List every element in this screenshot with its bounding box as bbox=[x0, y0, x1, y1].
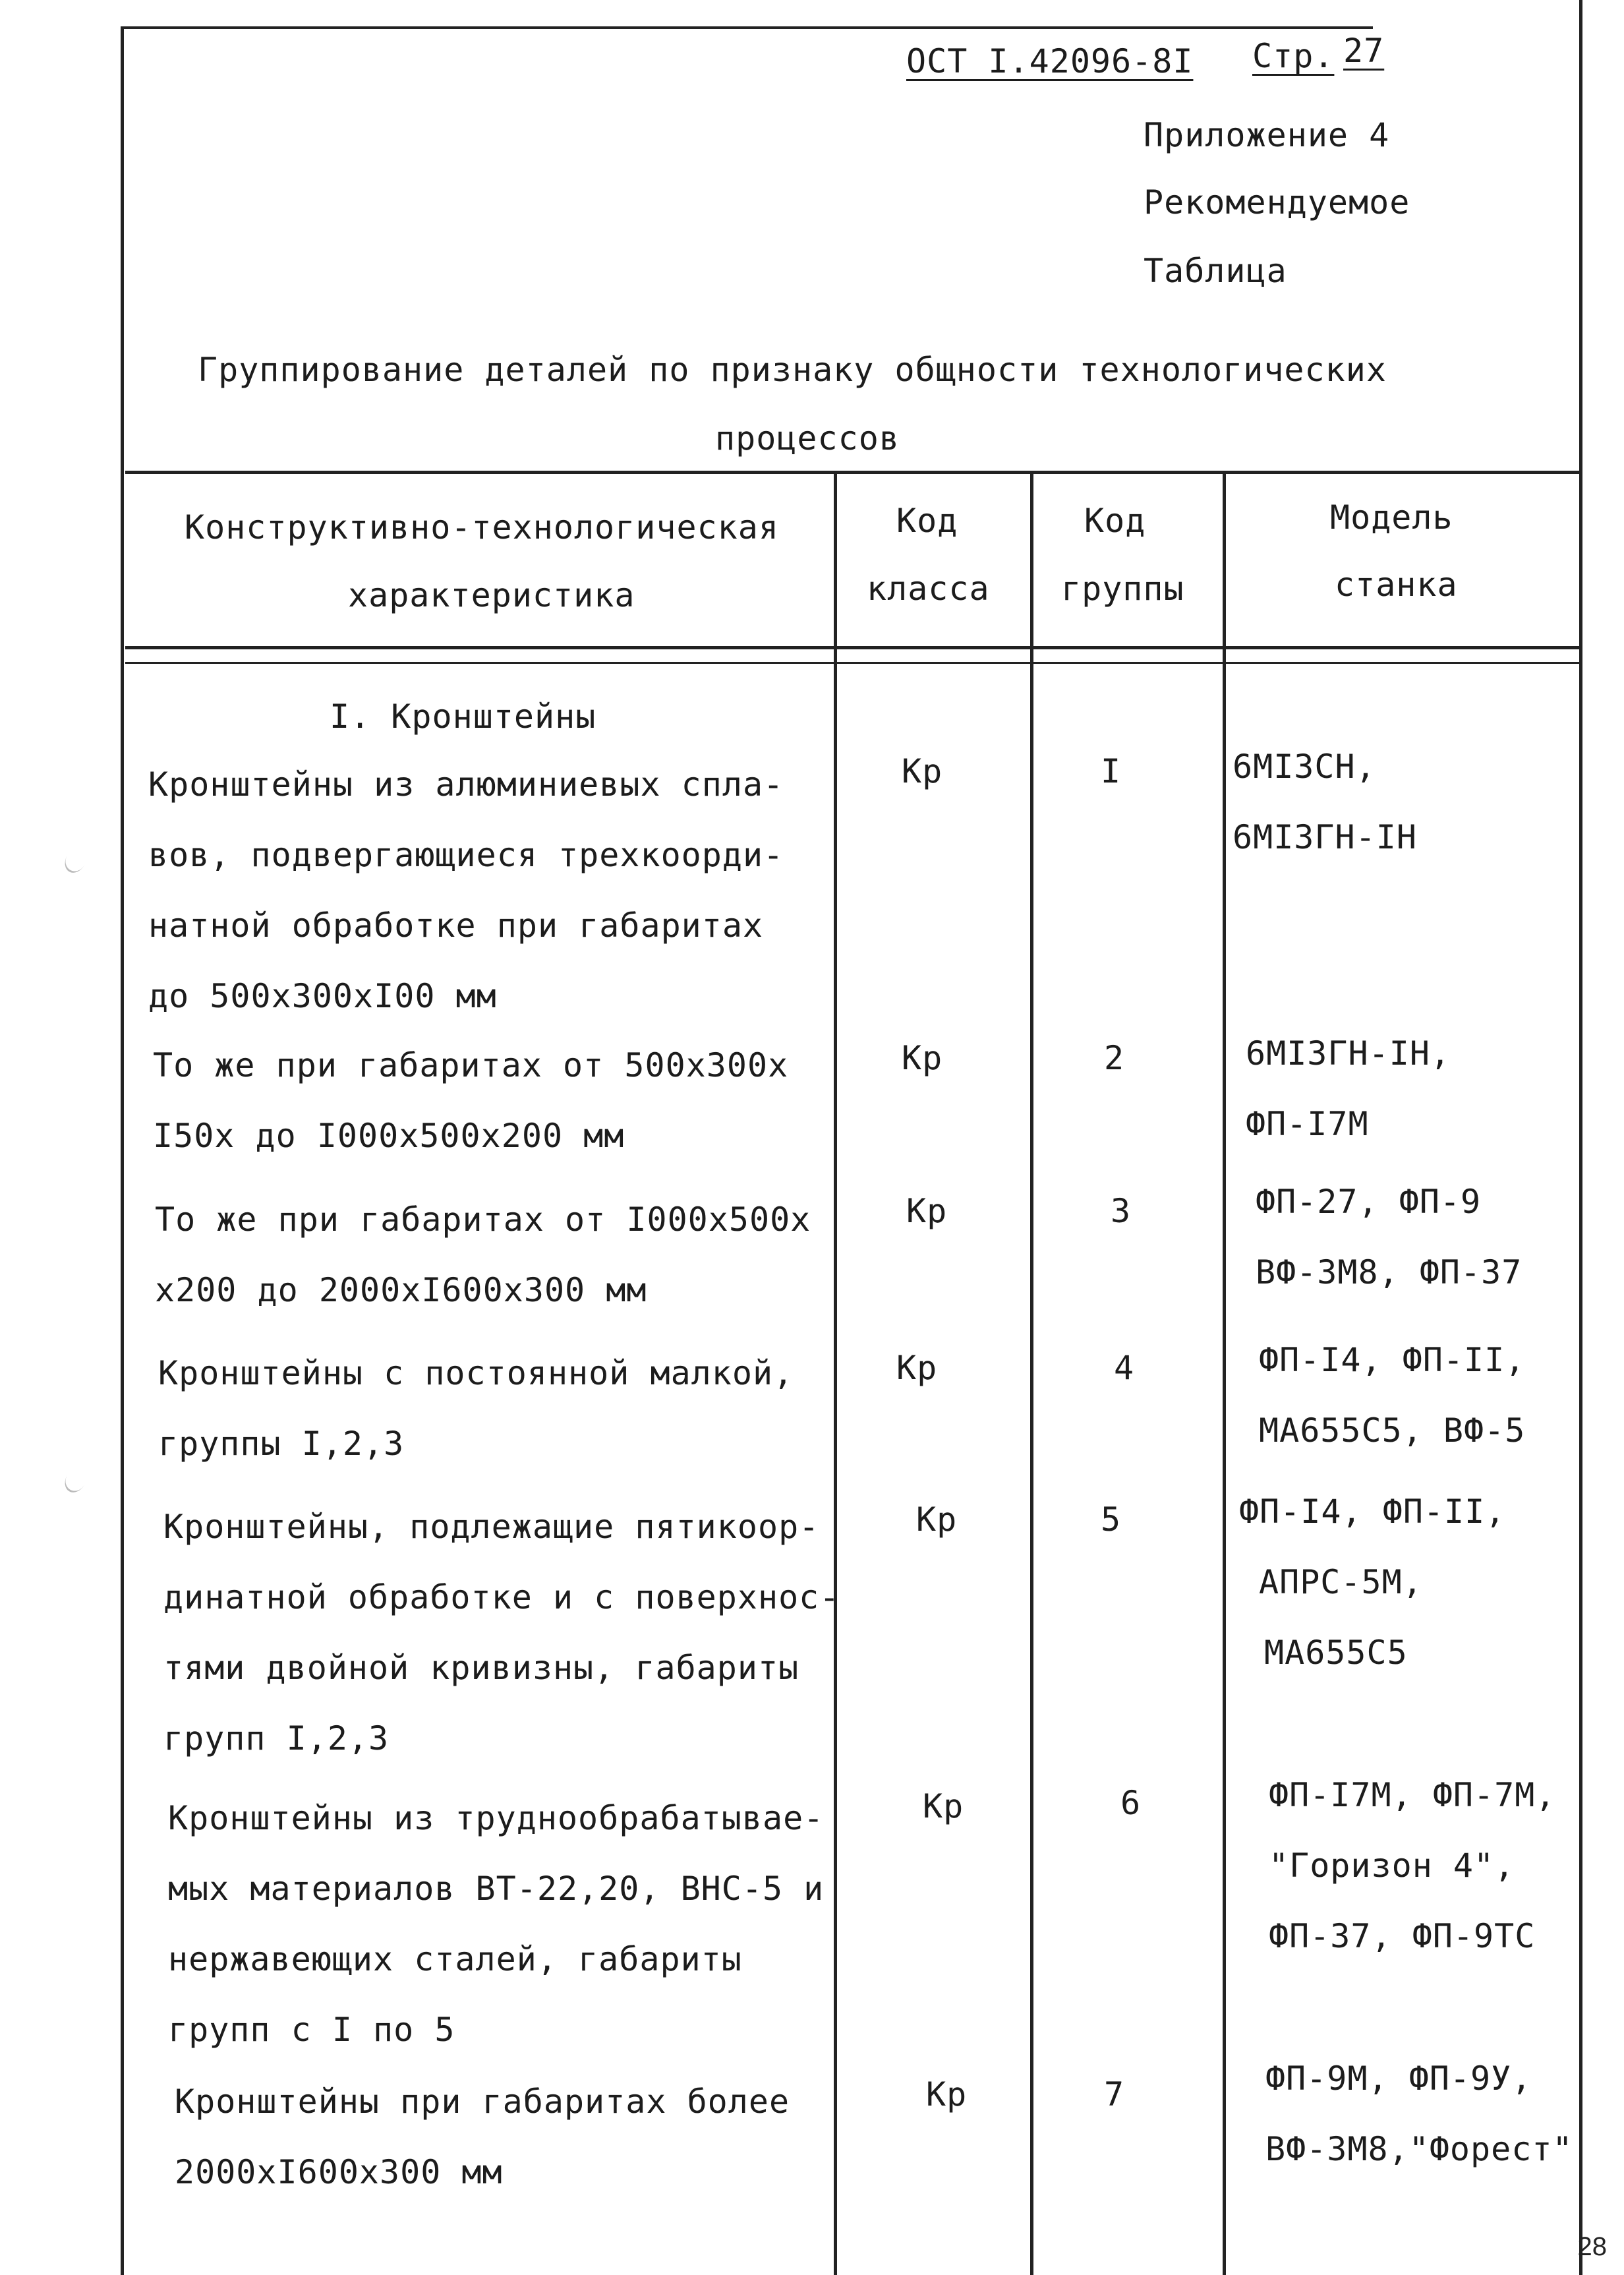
description-line: группы І,2,3 bbox=[158, 1425, 405, 1463]
model-line: ФП-І7М bbox=[1246, 1105, 1369, 1143]
model-line: АПРС-5М, bbox=[1259, 1563, 1423, 1601]
description-line: мых материалов ВТ-22,20, ВНС-5 и bbox=[168, 1870, 825, 1908]
table-row-2-description bbox=[153, 1030, 788, 1171]
table-row-4-models bbox=[1259, 1325, 1525, 1466]
table-row-1-description bbox=[148, 750, 784, 1032]
model-line: ФП-27, ФП-9 bbox=[1256, 1183, 1482, 1221]
table-row-7-class-code: Кр bbox=[926, 2075, 968, 2113]
header-group-code-1: Код bbox=[1084, 502, 1146, 540]
column-divider-3 bbox=[1223, 471, 1226, 2275]
table-row-3-models bbox=[1256, 1167, 1522, 1308]
table-row-7-group-code: 7 bbox=[1104, 2075, 1125, 2113]
table-row-1-class-code: Кр bbox=[902, 752, 943, 790]
table-row-2-class-code: Кр bbox=[902, 1039, 943, 1077]
description-line: динатной обработке и с поверхнос- bbox=[163, 1578, 840, 1616]
status-label: Рекомендуемое bbox=[1144, 183, 1410, 222]
header-characteristic-1: Конструктивно-технологическая bbox=[185, 508, 779, 547]
description-line: групп І,2,3 bbox=[163, 1719, 390, 1758]
description-line: натной обработке при габаритах bbox=[148, 906, 764, 945]
description-line: Кронштейны из алюминиевых спла- bbox=[148, 765, 784, 804]
table-row-4-class-code: Кр bbox=[896, 1349, 938, 1387]
header-group-code-2: группы bbox=[1061, 570, 1184, 608]
model-line: ФП-І7М, ФП-7М, bbox=[1269, 1776, 1556, 1814]
table-row-6-class-code: Кр bbox=[923, 1787, 964, 1825]
table-header-line bbox=[125, 646, 1582, 649]
header-class-code-2: класса bbox=[867, 570, 990, 608]
description-line: тями двойной кривизны, габариты bbox=[163, 1649, 799, 1687]
model-line: 6МІЗГН-ІН, bbox=[1246, 1034, 1451, 1073]
table-row-4-group-code: 4 bbox=[1114, 1349, 1135, 1387]
table-row-6-group-code: 6 bbox=[1120, 1784, 1142, 1822]
header-model-2: станка bbox=[1335, 566, 1458, 604]
description-line: вов, подвергающиеся трехкоорди- bbox=[148, 836, 784, 874]
description-line: до 500х300хІ00 мм bbox=[148, 977, 497, 1015]
punch-hole-mark bbox=[61, 1463, 91, 1496]
table-row-5-models bbox=[1239, 1477, 1505, 1688]
model-line: ФП-37, ФП-9ТС bbox=[1269, 1917, 1536, 1955]
description-line: І50х до І000х500х200 мм bbox=[153, 1117, 625, 1155]
description-line: Кронштейны, подлежащие пятикоор- bbox=[163, 1508, 820, 1546]
model-line: "Горизон 4", bbox=[1269, 1847, 1515, 1885]
model-line: 6МІЗГН-ІН bbox=[1232, 818, 1417, 856]
table-row-6-description bbox=[168, 1783, 824, 2065]
table-row-1-models bbox=[1232, 732, 1417, 873]
table-row-2-models bbox=[1246, 1019, 1451, 1160]
appendix-label: Приложение 4 bbox=[1144, 116, 1390, 154]
table-row-7-description bbox=[175, 2067, 790, 2208]
right-border bbox=[1579, 0, 1582, 2275]
table-row-5-class-code: Кр bbox=[916, 1500, 958, 1539]
description-line: х200 до 2000хІ600х300 мм bbox=[155, 1271, 647, 1309]
table-row-7-models bbox=[1265, 2044, 1573, 2185]
left-border bbox=[121, 26, 124, 2275]
description-line: Кронштейны с постоянной малкой, bbox=[158, 1354, 794, 1392]
table-row-5-description bbox=[163, 1492, 840, 1774]
table-row-1-group-code: І bbox=[1101, 752, 1122, 790]
page-number: 27 bbox=[1343, 32, 1385, 70]
model-line: МА655С5 bbox=[1264, 1634, 1408, 1672]
table-header-line-2 bbox=[125, 662, 1582, 664]
model-line: ФП-9М, ФП-9У, bbox=[1265, 2059, 1532, 2098]
section-title: І. Кронштейны bbox=[330, 697, 596, 736]
description-line: нержавеющих сталей, габариты bbox=[168, 1940, 742, 1978]
scan-page-number: 28 bbox=[1577, 2232, 1607, 2261]
header-characteristic-2: характеристика bbox=[348, 576, 635, 614]
kind-label: Таблица bbox=[1144, 252, 1287, 290]
description-line: Кронштейны при габаритах более bbox=[175, 2083, 790, 2121]
description-line: групп с І по 5 bbox=[168, 2011, 455, 2049]
table-row-3-class-code: Кр bbox=[906, 1192, 948, 1230]
table-row-3-description bbox=[155, 1185, 811, 1326]
table-row-4-description bbox=[158, 1338, 794, 1479]
model-line: ВФ-3М8, ФП-37 bbox=[1256, 1253, 1522, 1291]
description-line: То же при габаритах от І000х500х bbox=[155, 1200, 811, 1239]
header-class-code-1: Код bbox=[896, 502, 958, 540]
title-line-2: процессов bbox=[715, 419, 900, 458]
table-row-6-models bbox=[1269, 1760, 1555, 1972]
document-number: ОСТ І.42096-8І bbox=[906, 42, 1194, 80]
description-line: 2000хІ600х300 мм bbox=[175, 2153, 503, 2191]
table-row-5-group-code: 5 bbox=[1101, 1500, 1122, 1539]
title-line-1: Группирование деталей по признаку общности технологических bbox=[198, 351, 1387, 389]
column-divider-1 bbox=[834, 471, 837, 2275]
model-line: МА655С5, ВФ-5 bbox=[1259, 1411, 1526, 1450]
description-line: Кронштейны из труднообрабатывае- bbox=[168, 1799, 825, 1837]
table-row-3-group-code: 3 bbox=[1111, 1192, 1132, 1230]
model-line: ВФ-3М8,"Форест" bbox=[1265, 2130, 1573, 2168]
header-model-1: Модель bbox=[1330, 498, 1453, 537]
model-line: 6МІЗСН, bbox=[1232, 748, 1376, 786]
punch-hole-mark bbox=[61, 844, 91, 877]
model-line: ФП-І4, ФП-ІІ, bbox=[1239, 1492, 1506, 1531]
model-line: ФП-І4, ФП-ІІ, bbox=[1259, 1341, 1526, 1379]
column-divider-2 bbox=[1030, 471, 1033, 2275]
top-border bbox=[121, 26, 1373, 29]
table-row-2-group-code: 2 bbox=[1104, 1039, 1125, 1077]
table-top-line bbox=[125, 471, 1582, 474]
page-label: Стр. bbox=[1252, 37, 1335, 75]
description-line: То же при габаритах от 500х300х bbox=[153, 1046, 789, 1084]
